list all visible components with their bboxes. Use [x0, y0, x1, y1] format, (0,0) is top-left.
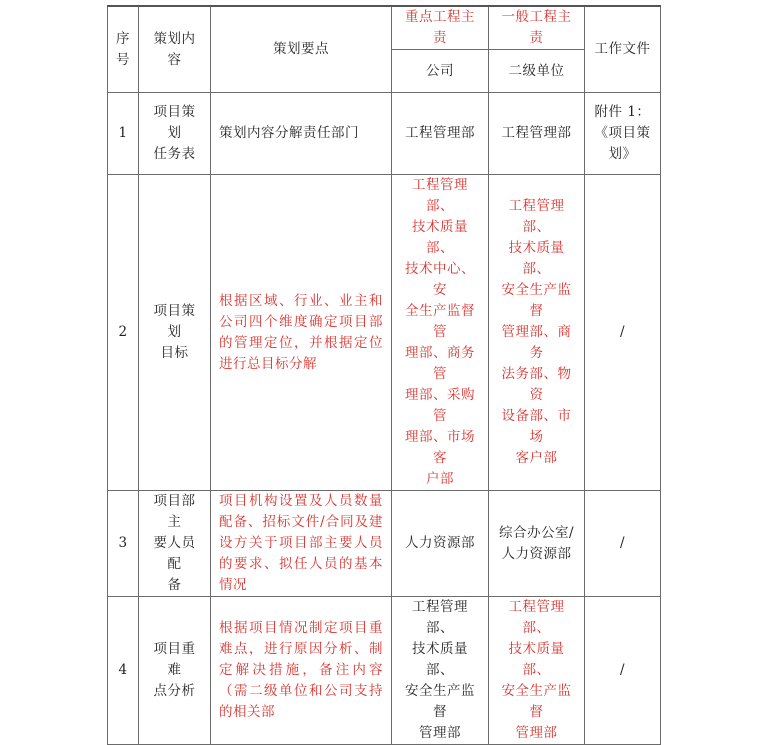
- header-seq: 序 号: [108, 6, 139, 93]
- header-content: 策划内容: [139, 6, 211, 93]
- row-content: 项目部主 要人员配 备: [139, 491, 211, 597]
- row-seq: 3: [108, 491, 139, 597]
- row-file: /: [585, 597, 661, 745]
- row-key-dept: 人力资源部: [392, 491, 489, 597]
- row-key-dept: 工程管理部、 技术质量部、 安全生产监督 管理部: [392, 597, 489, 745]
- row-seq: 1: [108, 93, 139, 175]
- row-general-dept: 综合办公室/ 人力资源部: [489, 491, 585, 597]
- row-general-dept: 工程管理部: [489, 93, 585, 175]
- table-row: [108, 175, 661, 491]
- row-content: 项目重难 点分析: [139, 597, 211, 745]
- row-key-dept: 工程管理部: [392, 93, 489, 175]
- row-key-dept: 工程管理部、 技术质量部、 技术中心、安 全生产监督管 理部、商务管 理部、采购管 理部、市场客 户部: [392, 175, 489, 491]
- header-work-file: 工作文件: [585, 6, 661, 93]
- row-seq: 2: [108, 175, 139, 491]
- row-content: 项目策划 目标: [139, 175, 211, 491]
- header-company: 公司: [392, 50, 489, 93]
- header-points: 策划要点: [211, 6, 392, 93]
- row-file: 附件 1： 《项目策 划》: [585, 93, 661, 175]
- header-general-project: 一般工程主责: [489, 6, 585, 50]
- table-row: [108, 491, 661, 597]
- planning-table: [107, 5, 661, 745]
- row-general-dept: 工程管理部、 技术质量部、 安全生产监督 管理部: [489, 597, 585, 745]
- row-seq: 4: [108, 597, 139, 745]
- table-row: [108, 597, 661, 745]
- header-secondary-unit: 二级单位: [489, 50, 585, 93]
- header-key-project: 重点工程主责: [392, 6, 489, 50]
- row-general-dept: 工程管理部、 技术质量部、 安全生产监督 管理部、商务 法务部、物资 设备部、市场 客户部: [489, 175, 585, 491]
- row-points: 策划内容分解责任部门: [211, 93, 392, 175]
- row-file: /: [585, 491, 661, 597]
- row-points: 项目机构设置及人员数量配备、招标文件/合同及建设方关于项目部主要人员的要求、拟任人员的基本情况: [211, 491, 392, 597]
- row-points: 根据项目情况制定项目重难点，进行原因分析、制定解决措施，备注内容（需二级单位和公司支持的相关部: [211, 597, 392, 745]
- table-row: [108, 93, 661, 175]
- row-content: 项目策划 任务表: [139, 93, 211, 175]
- row-file: /: [585, 175, 661, 491]
- row-points: 根据区域、行业、业主和公司四个维度确定项目部的管理定位，并根据定位进行总目标分解: [211, 175, 392, 491]
